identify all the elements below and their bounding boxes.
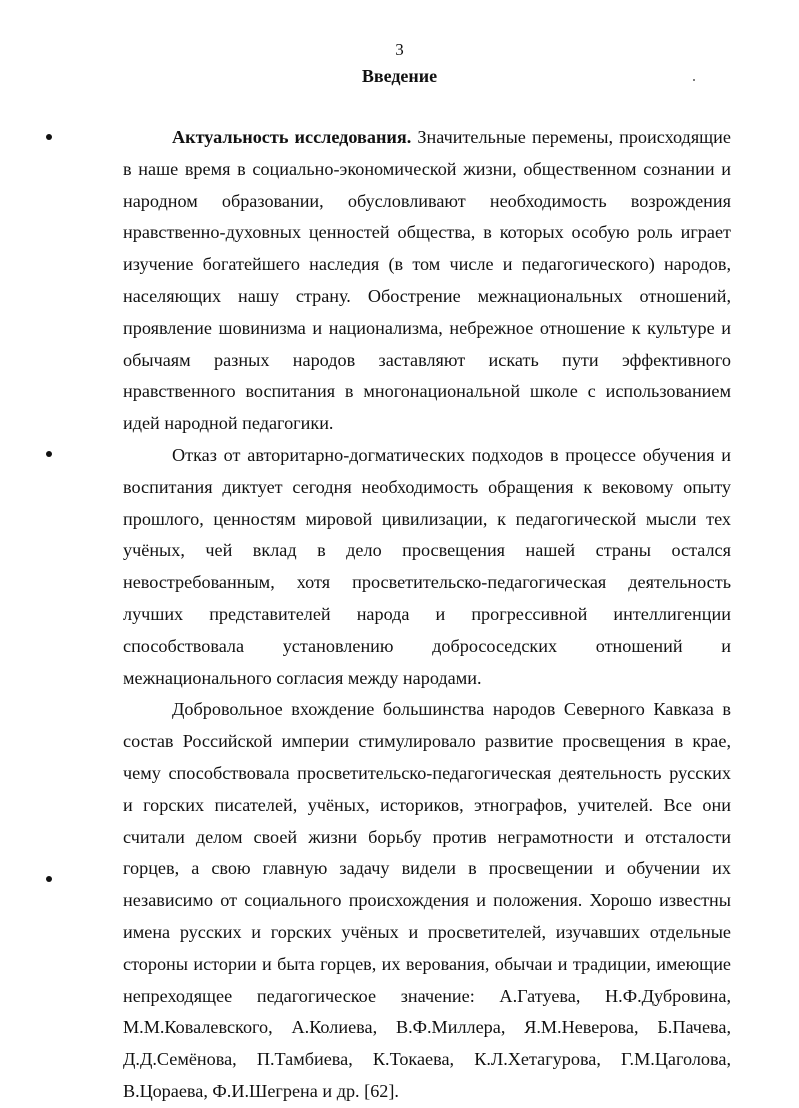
scan-speck: [693, 79, 695, 81]
paragraph-text: Значительные перемены, происходящие в наше время в социально-экономической жизни, общественном сознании и народном образовании, обусловливают необходимость возрождения нравственно-духовных ценностей общества, в которых особую роль играет изучение богатейшего наследия (в том числе и педагогического) народов, населяющих нашу страну. Обострение межнациональных отношений, проявление шовинизма и национализма, небрежное отношение к культуре и обычаям разных народов заставляют искать пути эффективного нравственного воспитания в многонациональной школе с использованием идей народной педагогики.: [123, 127, 731, 434]
paragraph-rejection: [123, 440, 731, 694]
page-number: 3: [395, 40, 404, 59]
binder-hole-mark-top: [46, 134, 52, 140]
paragraph-text: Отказ от авторитарно-догматических подходов в процессе обучения и воспитания диктует сегодня необходимость обращения к вековому опыту прошлого, ценностям мировой цивилизации, к педагогической мысли тех учёных, чей вклад в дело просвещения нашей страны остался невостребованным, хотя просветительско-педагогическая деятельность лучших представителей народа и прогрессивной интеллигенции способствовала установлению добрососедских отношений и межнационального согласия между народами.: [123, 444, 731, 688]
binder-hole-mark-bottom: [46, 876, 52, 882]
document-body: [123, 122, 731, 1108]
paragraph-caucasus: [123, 694, 731, 1107]
page-heading: Введение: [361, 66, 438, 86]
paragraph-lead: Актуальность исследования.: [172, 127, 412, 147]
paragraph-text: Добровольное вхождение большинства народов Северного Кавказа в состав Российской империи стимулировало развитие просвещения в крае, чему способствовала просветительско-педагогическая деятельность русских и горских писателей, учёных, историков, этнографов, учителей. Все они считали делом своей жизни борьбу против неграмотности и отсталости горцев, а свою главную задачу видели в просвещении и обучении их независимо от социального происхождения и положения. Хорошо известны имена русских и горских учёных и просветителей, изучавших отдельные стороны истории и быта горцев, их верования, обычаи и традиции, имеющие непреходящее педагогическое значение: А.Гатуева, Н.Ф.Дубровина, М.М.Ковалевского, А.Колиева, В.Ф.Миллера, Я.М.Неверова, Б.Пачева, Д.Д.Семёнова, П.Тамбиева, К.Токаева, К.Л.Хетагурова, Г.М.Цаголова, В.Цораева, Ф.И.Шегрена и др. [62].: [123, 699, 731, 1101]
binder-hole-mark-middle: [46, 451, 52, 457]
paragraph-relevance: [123, 122, 731, 440]
